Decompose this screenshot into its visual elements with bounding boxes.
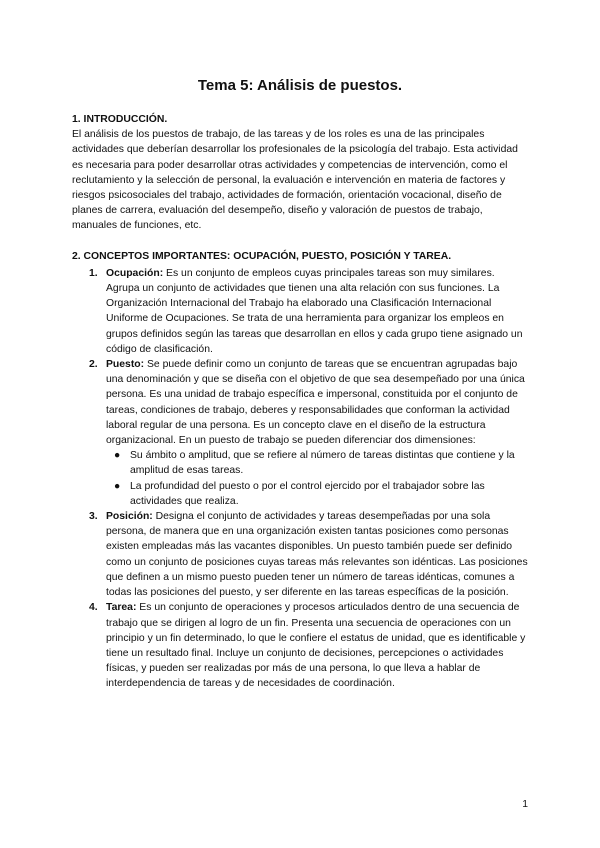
concept-term: Posición: xyxy=(106,511,153,523)
concept-item-ocupacion xyxy=(72,266,528,357)
concept-term: Ocupación: xyxy=(106,267,164,279)
document-body xyxy=(72,112,528,692)
concept-text: Designa el conjunto de actividades y tareas desempeñadas por una sola persona, de manera que en una organización existen tantas posiciones como personas existen empleadas más las vacantes disponibles. Un puesto también puede ser definido como un conjunto de posiciones cuyas tareas más relevantes son idénticas. Las posiciones que definen a un mismo puesto pueden tener un número de tareas idénticas, comunes a todas las posiciones del puesto, y ser diferente en las tareas específicas de la posición. xyxy=(106,511,528,599)
concept-text: Se puede definir como un conjunto de tareas que se encuentran agrupadas bajo una denominación y que se diseña con el objetivo de que sea desempeñado por una única persona. Es una unidad de trabajo específica e impersonal, constituida por el conjunto de tareas, condiciones de trabajo, deberes y responsabilidades que conforman la actividad laboral regular de una persona. Es un concepto clave en el diseño de la estructura organizacional. En un puesto de trabajo se pueden diferenciar dos dimensiones: xyxy=(106,359,525,447)
section-conceptos xyxy=(72,249,528,692)
section-introduccion xyxy=(72,112,528,234)
document-title: Tema 5: Análisis de puestos. xyxy=(197,77,403,94)
concept-number: 4. xyxy=(89,602,98,614)
concept-term: Tarea: xyxy=(106,602,137,614)
dimension-text: Su ámbito o amplitud, que se refiere al número de tareas distintas que contiene y la amplitud de esas tareas. xyxy=(130,450,515,477)
page-number: 1 xyxy=(522,799,528,810)
concept-number: 3. xyxy=(89,511,98,523)
dimensions-list xyxy=(106,448,528,509)
dimension-item xyxy=(106,479,528,509)
section-spacer xyxy=(72,234,528,249)
concept-number: 1. xyxy=(89,267,98,279)
concept-text: Es un conjunto de operaciones y procesos articulados dentro de una secuencia de trabajo que se dirigen al logro de un fin. Presenta una secuencia de operaciones con un principio y un fin determinado, lo que le confiere el estatus de unidad, que es identificable y tiene un resultado final. Incluye un conjunto de decisiones, percepciones o actividades físicas, y pueden ser realizadas por más de una persona, lo que lleva a hablar de interdependencia de tareas y de necesidades de coordinación. xyxy=(106,602,526,690)
bullet-icon: ● xyxy=(114,480,121,492)
concept-text: Es un conjunto de empleos cuyas principales tareas son muy similares. Agrupa un conjunto de actividades que tienen una alta relación con sus funciones. La Organización Internacional del Trabajo ha elaborado una Clasificación Internacional Uniforme de Ocupaciones. Se trata de una herramienta para organizar los empleos en grupos definidos según las tareas que desarrollan en ellos y cada grupo tiene asignado un código de clasificación. xyxy=(106,267,523,355)
concept-item-tarea xyxy=(72,600,528,691)
section-heading-conceptos: 2. CONCEPTOS IMPORTANTES: OCUPACIÓN, PUESTO, POSICIÓN Y TAREA. xyxy=(72,250,452,262)
dimension-item xyxy=(106,448,528,478)
concepts-list xyxy=(72,266,528,692)
intro-paragraph: El análisis de los puestos de trabajo, de las tareas y de los roles es una de las principales actividades que deberían desarrollar los profesionales de la psicología del trabajo. Esta actividad es necesaria para poder desarrollar otras actividades y competencias de intervención, como el reclutamiento y la selección de personal, la evaluación e intervención en materia de factores y riesgos psicosociales del trabajo, actividades de formación, orientación vocacional, diseño de planes de carrera, evaluación del desempeño, diseño y valoración de puestos de trabajo, manuales de funciones, etc. xyxy=(72,129,518,232)
concept-item-puesto xyxy=(72,357,528,509)
section-heading-introduccion: 1. INTRODUCCIÓN. xyxy=(72,114,168,125)
bullet-icon: ● xyxy=(114,450,121,462)
concept-item-posicion xyxy=(72,509,528,600)
dimension-text: La profundidad del puesto o por el control ejercido por el trabajador sobre las actividades que realiza. xyxy=(130,480,485,507)
concept-number: 2. xyxy=(89,359,98,371)
concept-term: Puesto: xyxy=(106,359,145,371)
